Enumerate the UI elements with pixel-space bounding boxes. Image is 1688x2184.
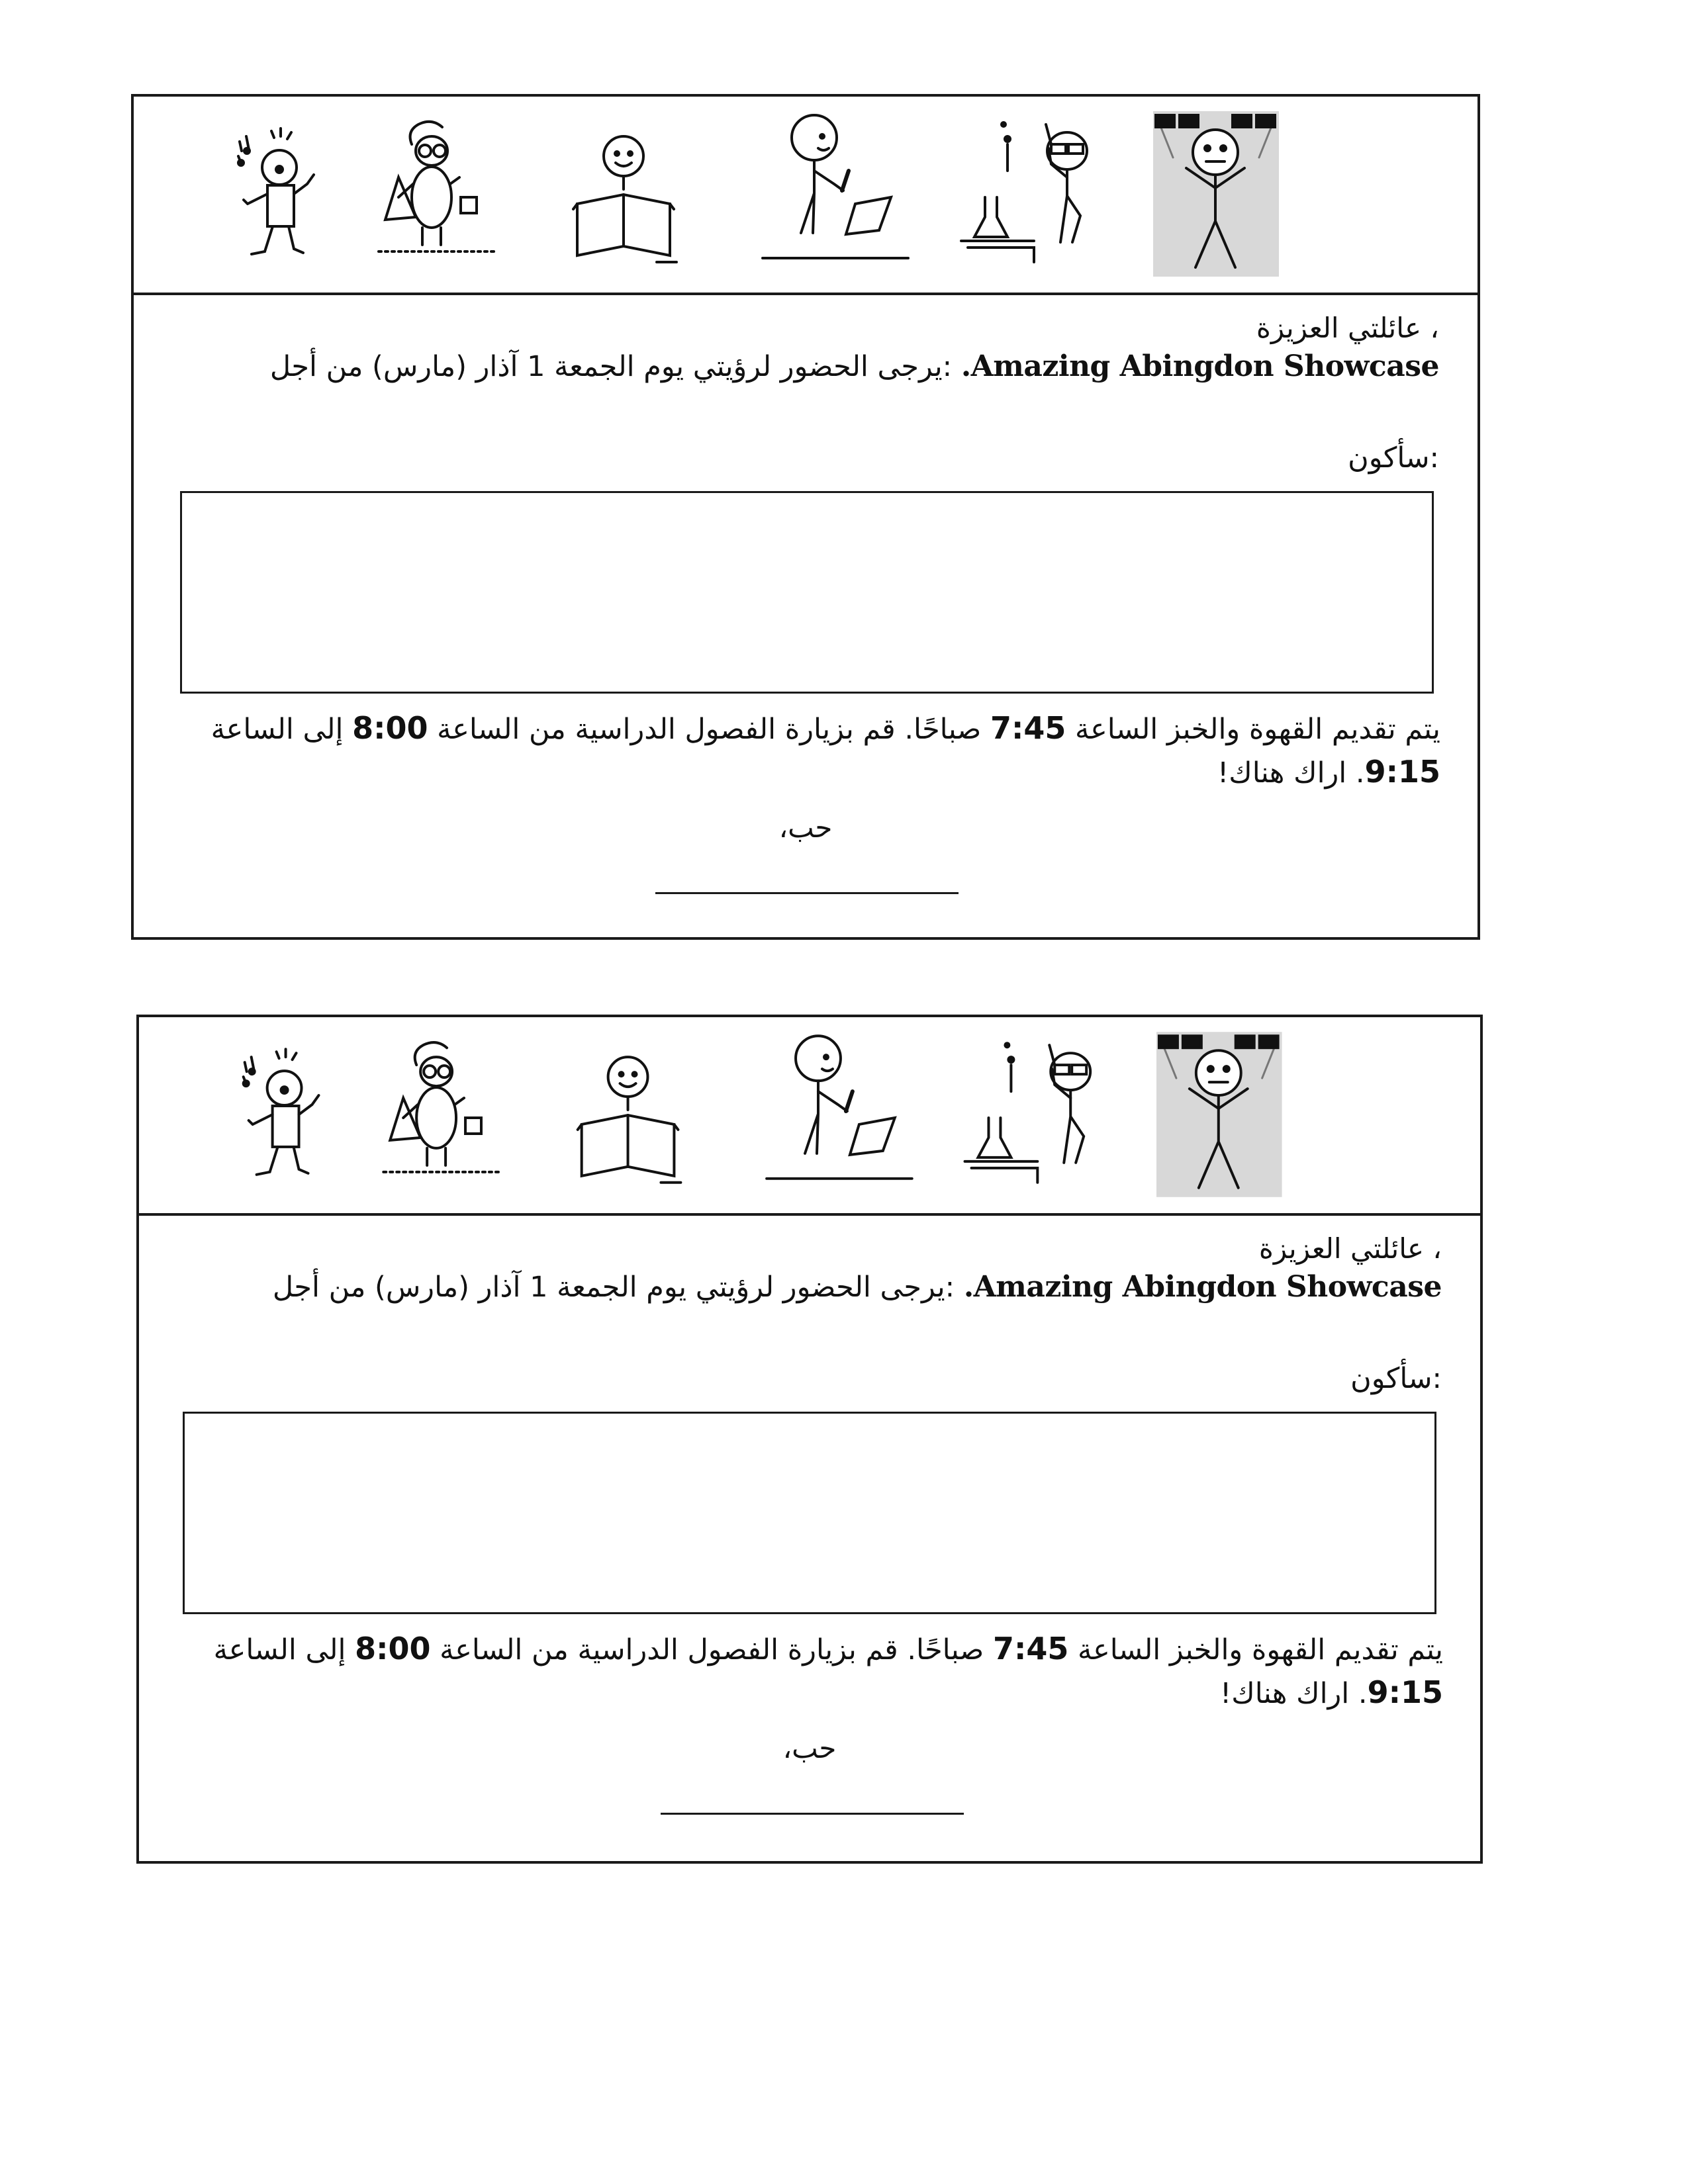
signature-line[interactable] (661, 1813, 964, 1815)
event-name: Amazing Abingdon Showcase. (963, 1270, 1442, 1304)
invitation-content (139, 1216, 1480, 1861)
schedule-details (212, 1627, 1443, 1715)
visit-end-time: 9:15 (1367, 1674, 1443, 1710)
details-part-3: إلى الساعة (213, 1633, 346, 1666)
details-part-2: صباحًا. قم بزيارة الفصول الدراسية من الساعة (440, 1633, 984, 1666)
icon-strip (134, 97, 1477, 295)
reading-kid-icon (573, 136, 677, 262)
performer-on-stage-icon (1153, 111, 1279, 277)
answer-box[interactable] (183, 1412, 1436, 1614)
visit-start-time: 8:00 (355, 1631, 431, 1666)
schedule-details (207, 707, 1440, 794)
details-part-2: صباحًا. قم بزيارة الفصول الدراسية من الساعة (437, 713, 982, 746)
invitation-content (134, 295, 1477, 937)
attend-label: :سأكون (1348, 441, 1439, 475)
writing-kid-icon (767, 1036, 912, 1179)
coffee-time: 7:45 (992, 1631, 1069, 1666)
greeting-line: ، عائلتي العزيزة (1258, 1232, 1442, 1265)
coffee-time: 7:45 (990, 710, 1066, 746)
details-part-3: إلى الساعة (211, 713, 344, 746)
clipart-row (134, 97, 1477, 293)
performer-on-stage-icon (1156, 1032, 1282, 1197)
details-part-4: . اراك هناك! (1217, 756, 1365, 790)
math-kid-icon (379, 122, 498, 251)
invitation-card-1 (131, 94, 1480, 940)
details-part-1: يتم تقديم القهوة والخبز الساعة (1075, 713, 1440, 746)
visit-start-time: 8:00 (352, 710, 428, 746)
invitation-text: :يرجى الحضور لرؤيتي يوم الجمعة 1 آذار (مارس) من أجل (272, 1271, 955, 1304)
answer-box[interactable] (180, 491, 1434, 694)
math-kid-icon (383, 1042, 502, 1172)
event-name: Amazing Abingdon Showcase. (961, 349, 1439, 383)
science-kid-icon (961, 122, 1087, 262)
signoff: حب، (782, 1732, 837, 1764)
greeting-line: ، عائلتي العزيزة (1256, 312, 1439, 344)
invitation-card-2 (136, 1015, 1483, 1864)
reading-kid-icon (578, 1057, 681, 1183)
icon-strip (139, 1017, 1480, 1216)
writing-kid-icon (763, 115, 908, 258)
signature-line[interactable] (655, 892, 959, 894)
visit-end-time: 9:15 (1364, 754, 1440, 790)
details-part-4: . اراك هناك! (1220, 1677, 1368, 1710)
singing-kid-icon (238, 128, 314, 254)
details-part-1: يتم تقديم القهوة والخبز الساعة (1078, 1633, 1443, 1666)
attend-label: :سأكون (1350, 1362, 1442, 1395)
singing-kid-icon (244, 1049, 319, 1175)
invitation-line (270, 347, 1439, 387)
signoff: حب، (778, 811, 833, 844)
invitation-line (273, 1267, 1442, 1307)
clipart-row (139, 1017, 1480, 1213)
invitation-text: :يرجى الحضور لرؤيتي يوم الجمعة 1 آذار (مارس) من أجل (269, 350, 953, 383)
science-kid-icon (965, 1043, 1091, 1183)
